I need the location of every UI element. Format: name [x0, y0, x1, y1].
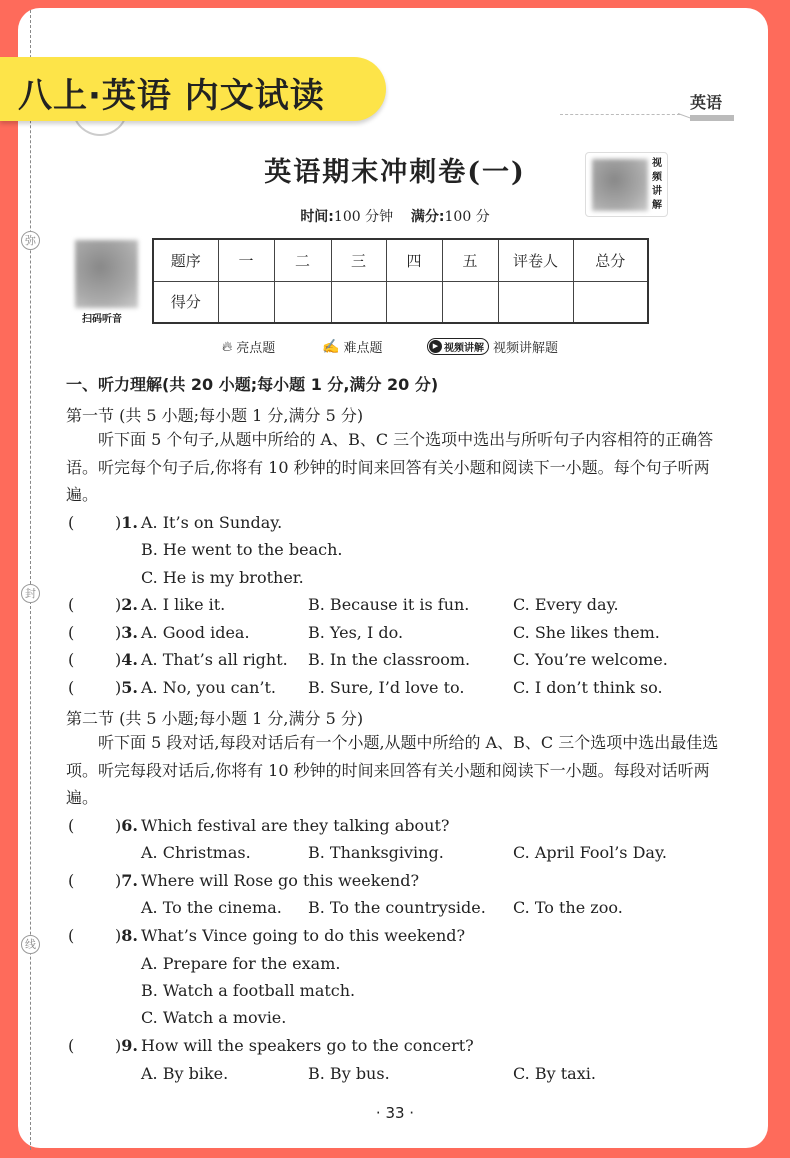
option-b: B. Yes, I do.	[308, 623, 404, 642]
play-icon: ▶	[429, 340, 442, 353]
part-heading: 一、听力理解(共 20 小题;每小题 1 分,满分 20 分)	[66, 375, 439, 394]
title-banner	[0, 57, 386, 121]
pen-paper-icon: ✍	[322, 338, 340, 355]
section-instructions: 听下面 5 段对话,每段对话后有一个小题,从题中所给的 A、B、C 三个选项中选出最佳选项。听完每段对话后,你将有 10 秒钟的时间来回答有关小题和阅读下一小题。每段对话听两遍。	[66, 733, 719, 807]
exam-meta	[0, 206, 790, 226]
time-value: 100 分钟	[333, 209, 394, 225]
exam-title: 英语期末冲刺卷(一)	[264, 157, 526, 188]
option-c: C. To the zoo.	[513, 898, 623, 917]
option-b: B. In the classroom.	[308, 650, 471, 669]
option-b: B. By bus.	[308, 1064, 390, 1083]
answer-blank[interactable]: (	[68, 623, 75, 642]
option-b: B. Thanksgiving.	[308, 843, 444, 862]
option-a: A. That’s all right.	[141, 650, 288, 669]
subject-label: 英语	[690, 93, 723, 112]
banner-title: 八上·英语 内文试读	[18, 76, 325, 116]
option-c: C. Watch a movie.	[141, 1008, 287, 1027]
option-c: C. He is my brother.	[141, 568, 304, 587]
time-label: 时间:	[300, 209, 334, 225]
score-input-cell[interactable]	[331, 281, 386, 323]
option-a: A. Prepare for the exam.	[141, 954, 341, 973]
legend-difficult	[322, 337, 382, 356]
section-instructions: 听下面 5 个句子,从题中所给的 A、B、C 三个选项中选出与所听句子内容相符的正确答语。听完每个句子后,你将有 10 秒钟的时间来回答有关小题和阅读下一小题。每个句子听两遍。	[66, 430, 714, 504]
score-table-cell: 二	[274, 239, 331, 281]
answer-blank[interactable]: (	[68, 871, 75, 890]
score-label: 满分:	[410, 209, 445, 225]
legend-difficult-label: 难点题	[343, 341, 383, 356]
question-number: )3.	[115, 623, 138, 642]
option-a: A. Christmas.	[141, 843, 251, 862]
question-number: )4.	[115, 650, 138, 669]
option-c: C. By taxi.	[513, 1064, 596, 1083]
option-a: A. By bike.	[141, 1064, 229, 1083]
score-value: 100 分	[444, 209, 490, 225]
legend-video	[427, 337, 558, 356]
video-badge	[427, 338, 489, 355]
score-table-score-row	[153, 281, 648, 323]
audio-qr-label: 扫码听音	[82, 314, 122, 325]
answer-blank[interactable]: (	[68, 595, 75, 614]
audio-qr-code[interactable]	[75, 240, 138, 308]
question-stem: Which festival are they talking about?	[141, 816, 450, 835]
header-divider	[560, 114, 680, 115]
section-heading: 第二节 (共 5 小题;每小题 1 分,满分 5 分)	[66, 709, 364, 728]
score-table-cell: 题序	[153, 239, 218, 281]
option-c: C. April Fool’s Day.	[513, 843, 667, 862]
binding-mark: 弥	[21, 231, 40, 250]
legend-highlight-label: 亮点题	[236, 341, 276, 356]
score-input-cell[interactable]	[218, 281, 274, 323]
option-a: A. I like it.	[141, 595, 226, 614]
question-number: )6.	[115, 816, 138, 835]
answer-blank[interactable]: (	[68, 926, 75, 945]
score-table-cell: 总分	[573, 239, 648, 281]
qr-code-image	[75, 240, 138, 308]
score-input-cell[interactable]	[442, 281, 498, 323]
question-number: )5.	[115, 678, 138, 697]
question-number: )9.	[115, 1036, 138, 1055]
option-b: B. To the countryside.	[308, 898, 486, 917]
score-table-cell: 五	[442, 239, 498, 281]
option-a: A. It’s on Sunday.	[141, 513, 283, 532]
question-number: )2.	[115, 595, 138, 614]
score-input-cell[interactable]	[274, 281, 331, 323]
option-c: C. She likes them.	[513, 623, 660, 642]
score-table-cell: 得分	[153, 281, 218, 323]
legend-highlight	[222, 337, 275, 356]
option-c: C. You’re welcome.	[513, 650, 668, 669]
score-table-cell: 评卷人	[498, 239, 573, 281]
question-number: )7.	[115, 871, 138, 890]
binding-mark: 线	[21, 935, 40, 954]
legend-video-label: 视频讲解题	[493, 341, 559, 356]
answer-blank[interactable]: (	[68, 650, 75, 669]
section-heading: 第一节 (共 5 小题;每小题 1 分,满分 5 分)	[66, 406, 364, 425]
option-b: B. Sure, I’d love to.	[308, 678, 465, 697]
option-c: C. I don’t think so.	[513, 678, 663, 697]
score-table	[152, 238, 649, 324]
score-table-header-row	[153, 239, 648, 281]
flame-icon: 🔥︎	[222, 338, 233, 355]
question-number: )8.	[115, 926, 138, 945]
question-stem: How will the speakers go to the concert?	[141, 1036, 474, 1055]
option-a: A. Good idea.	[141, 623, 250, 642]
option-b: B. Watch a football match.	[141, 981, 356, 1000]
question-stem: What’s Vince going to do this weekend?	[141, 926, 466, 945]
answer-blank[interactable]: (	[68, 678, 75, 697]
question-stem: Where will Rose go this weekend?	[141, 871, 420, 890]
score-input-cell[interactable]	[386, 281, 442, 323]
question-number: )1.	[115, 513, 138, 532]
video-qr-label: 视频讲解	[652, 158, 662, 211]
option-a: A. To the cinema.	[141, 898, 282, 917]
option-b: B. He went to the beach.	[141, 540, 343, 559]
answer-blank[interactable]: (	[68, 816, 75, 835]
answer-blank[interactable]: (	[68, 1036, 75, 1055]
score-table-cell: 一	[218, 239, 274, 281]
page-number: · 33 ·	[375, 1104, 415, 1122]
answer-blank[interactable]: (	[68, 513, 75, 532]
score-input-cell[interactable]	[573, 281, 648, 323]
option-b: B. Because it is fun.	[308, 595, 470, 614]
option-c: C. Every day.	[513, 595, 619, 614]
score-table-cell: 三	[331, 239, 386, 281]
header-divider	[690, 115, 734, 121]
score-table-cell: 四	[386, 239, 442, 281]
score-input-cell[interactable]	[498, 281, 573, 323]
binding-mark: 封	[21, 584, 40, 603]
option-a: A. No, you can’t.	[141, 678, 276, 697]
video-badge-label: 视频讲解	[444, 343, 484, 354]
